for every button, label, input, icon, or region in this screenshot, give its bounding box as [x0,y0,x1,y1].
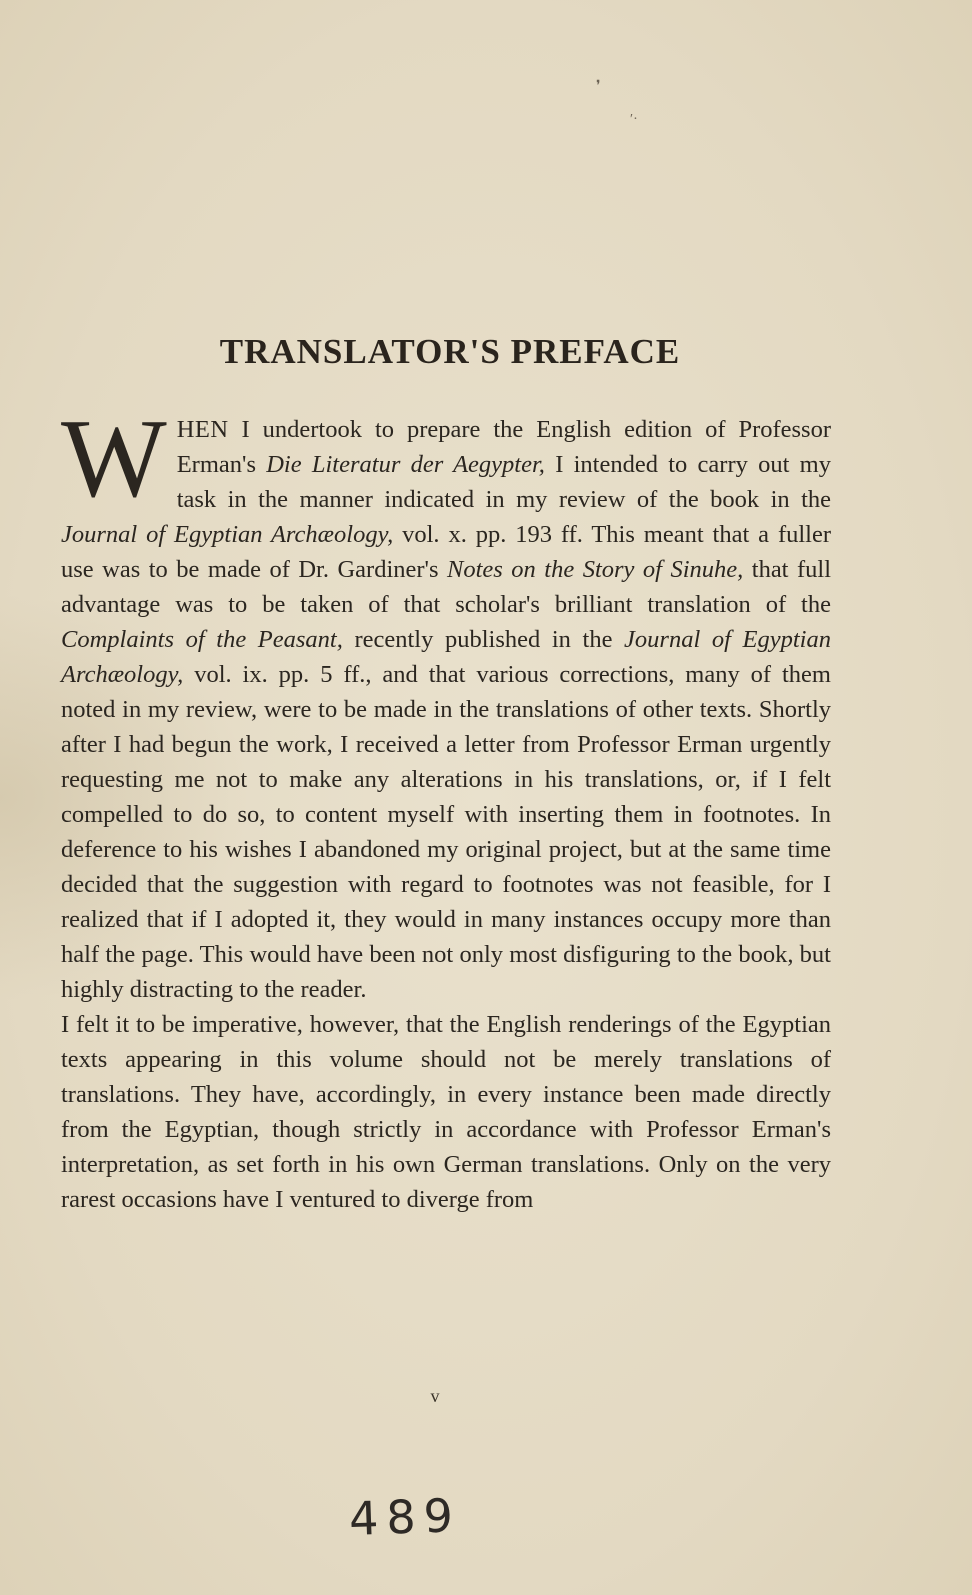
text-run: that full advantage was to be taken of that scholar's brilliant translation of the [61,556,832,618]
page-title: TRANSLATOR'S PREFACE [219,332,681,371]
text-run: I intended to carry out my task in the manner indicated in my review of the book in the [176,451,831,513]
paragraph-1 [61,397,832,1007]
paragraph-2 [61,1007,831,1217]
notes-title: Notes on the Story of Sinuhe, [446,556,744,583]
text-run: vol. x. pp. 193 ff. This meant that a fuller use was to be made of Dr. Gardiner's [61,521,832,583]
journal-title: Journal of Egyptian Archæology, [61,521,394,548]
handwritten-number: 489 [348,1488,462,1546]
text-run: recently published in the [342,626,625,653]
journal-title: Journal of Egyptian Archæology, [61,626,831,688]
body-text [61,397,832,1217]
text-run: I felt it to be imperative, however, that the English renderings of the Egyptian texts appearing in this volume should not be merely translations of translations. They have, accordingly, in every instance been made directly from the Egyptian, though strictly in accordance with Professor Erman's interpretation, as set forth in his own German translations. Only on the very rarest occasions have I ventured to diverge from [61,1011,831,1213]
book-title: Die Literatur der Aegypter, [266,451,545,478]
paper-speck: ′· [630,112,638,127]
paper-speck: ❜ [596,79,601,94]
complaints-title: Complaints of the Peasant, [61,626,343,653]
drop-cap: W [61,397,167,521]
text-run: I undertook to prepare the English edition of Professor Erman's [176,416,831,478]
opening-caps: HEN [176,416,229,443]
page-number: v [430,1386,440,1406]
text-run: vol. ix. pp. 5 ff., and that various corrections, many of them noted in my review, were to be made in the translations of other texts. Shortly after I had begun the work, I received a letter from Professor Erman urgently requesting me not to make any alterations in his translations, or, if I felt compelled to do so, to content myself with inserting them in footnotes. In deference to his wishes I abandoned my original project, but at the same time decided that the suggestion with regard to footnotes was not feasible, for I realized that if I adopted it, they would in many instances occupy more than half the page. This would have been not only most disfiguring to the book, but highly distracting to the reader. [61,661,831,1003]
